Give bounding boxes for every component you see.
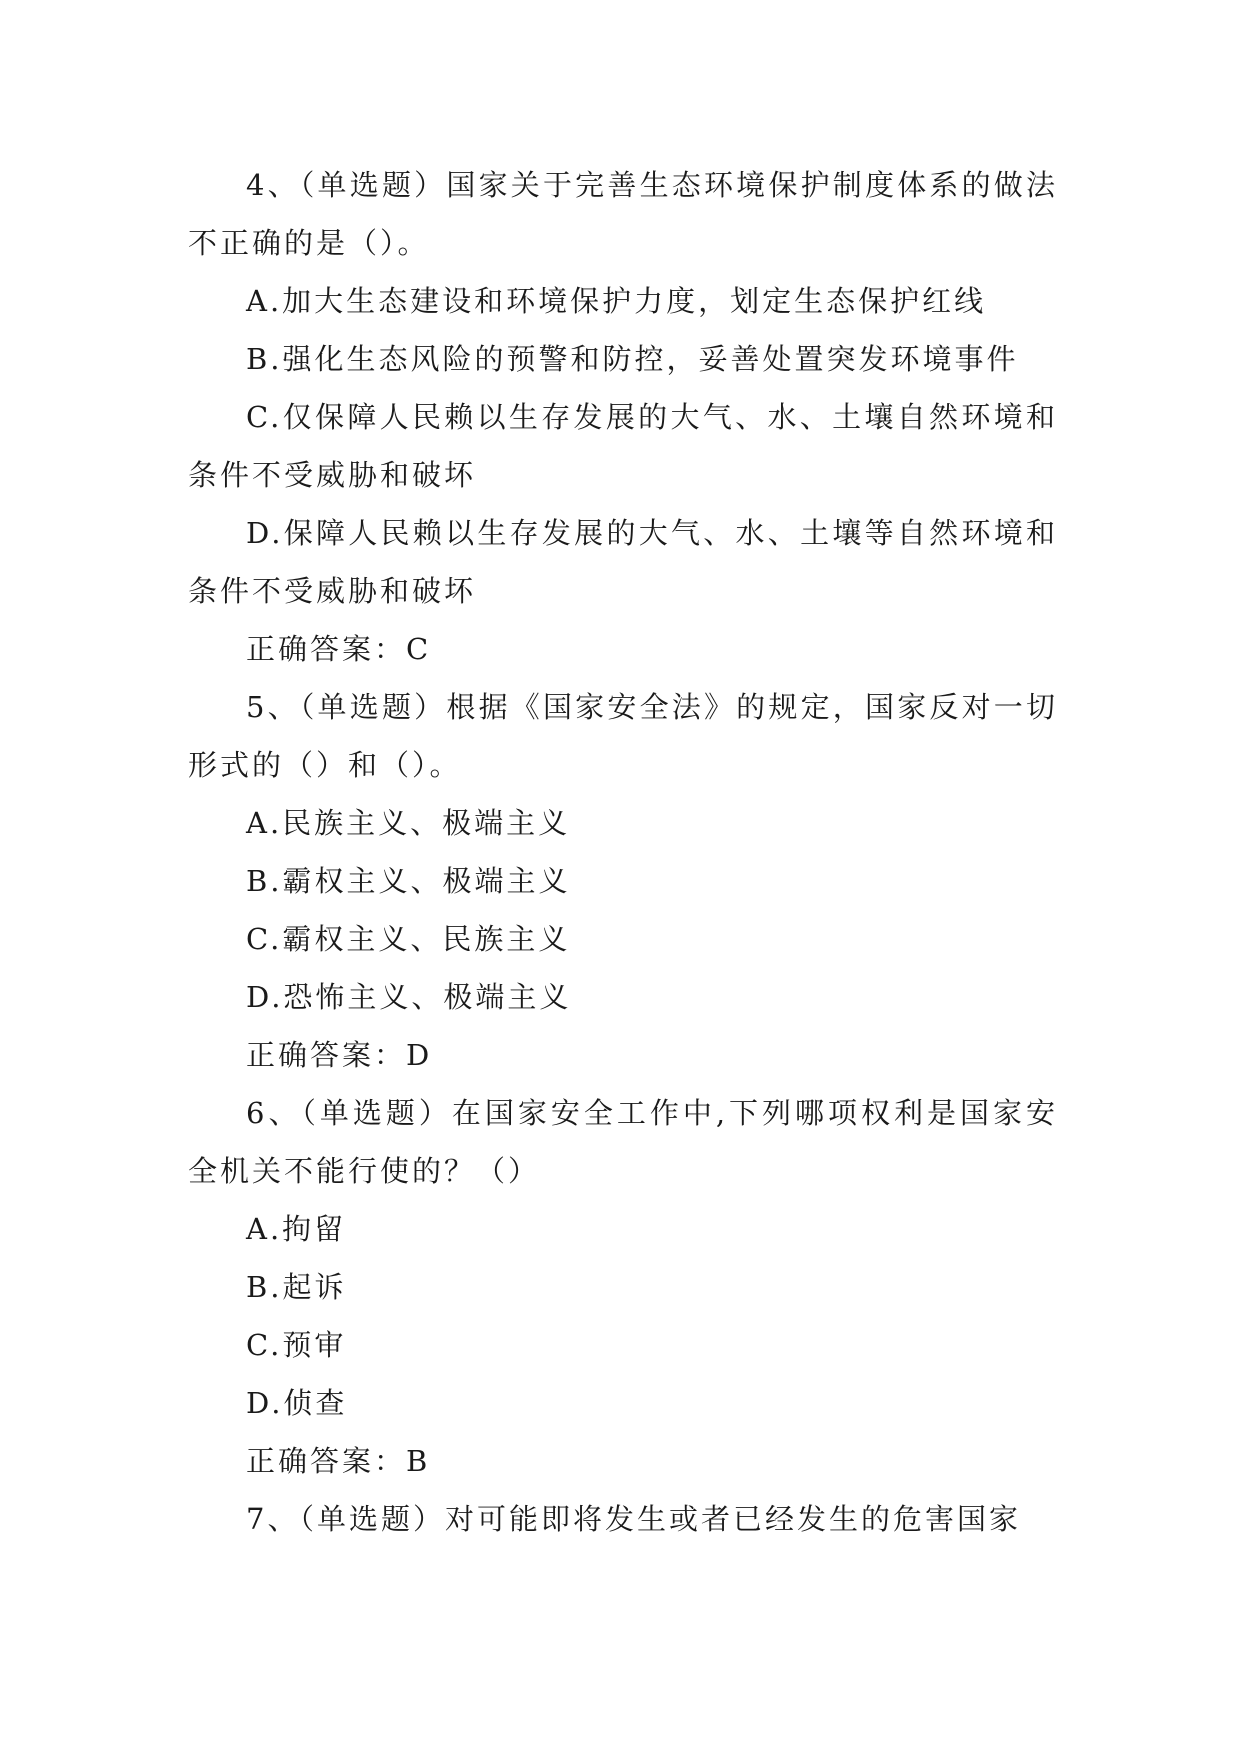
question-4-option-c: C.仅保障人民赖以生存发展的大气、水、土壤自然环境和条件不受威胁和破坏 (188, 400, 1058, 492)
question-5-answer: 正确答案：D (246, 1038, 433, 1072)
question-7-stem: 7、（单选题）对可能即将发生或者已经发生的危害国家 (246, 1502, 1021, 1536)
question-4-option-a: A.加大生态建设和环境保护力度，划定生态保护红线 (246, 284, 987, 318)
question-4-option-d: D.保障人民赖以生存发展的大气、水、土壤等自然环境和条件不受威胁和破坏 (188, 516, 1058, 608)
question-5-option-b: B.霸权主义、极端主义 (246, 864, 571, 898)
question-6-option-a: A.拘留 (246, 1212, 347, 1246)
question-5-option-d: D.恐怖主义、极端主义 (246, 980, 572, 1014)
question-6-stem: 6、（单选题）在国家安全工作中,下列哪项权利是国家安全机关不能行使的？（） (188, 1096, 1058, 1188)
question-5-stem: 5、（单选题）根据《国家安全法》的规定，国家反对一切形式的（）和（）。 (188, 690, 1058, 782)
document-body (188, 156, 1058, 1548)
question-5-option-a: A.民族主义、极端主义 (246, 806, 571, 840)
question-4-option-b: B.强化生态风险的预警和防控，妥善处置突发环境事件 (246, 342, 1019, 376)
question-4-answer: 正确答案：C (246, 632, 432, 666)
question-6-answer: 正确答案：B (246, 1444, 431, 1478)
question-6-option-c: C.预审 (246, 1328, 347, 1362)
question-5-option-c: C.霸权主义、民族主义 (246, 922, 571, 956)
question-6-option-b: B.起诉 (246, 1270, 347, 1304)
question-6-option-d: D.侦查 (246, 1386, 348, 1420)
question-4-stem: 4、（单选题）国家关于完善生态环境保护制度体系的做法不正确的是（）。 (188, 168, 1058, 260)
